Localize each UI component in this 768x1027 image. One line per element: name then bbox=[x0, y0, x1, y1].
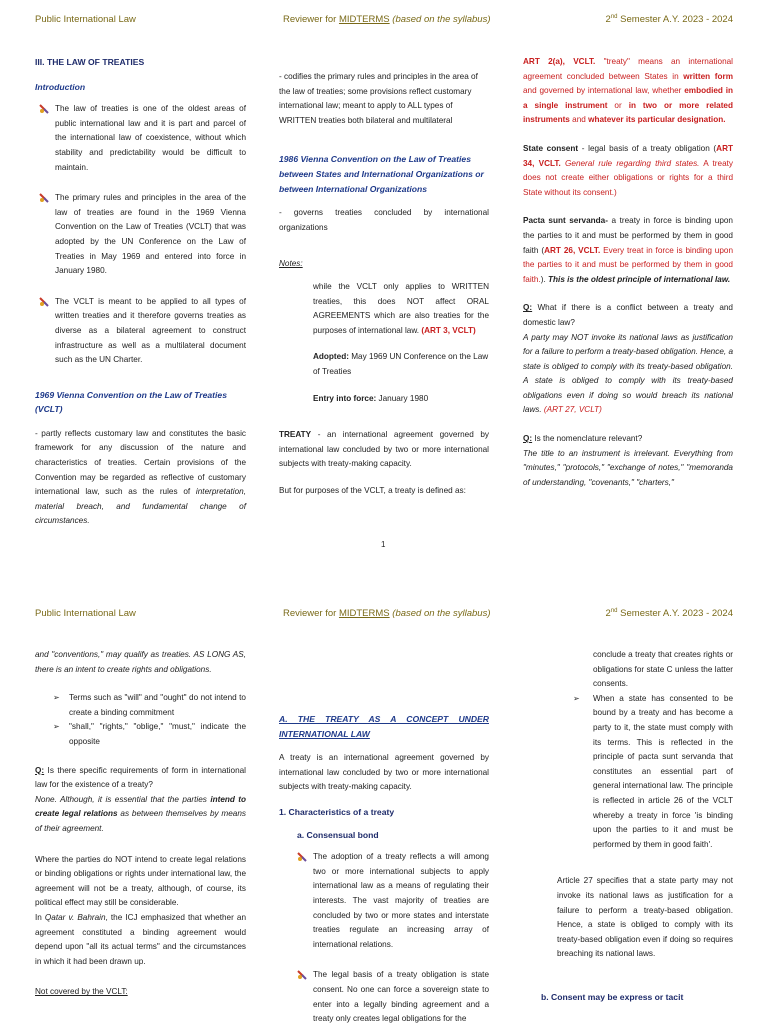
header-reviewer: Reviewer for MIDTERMS (based on the syllabus) bbox=[283, 608, 491, 619]
notes-label: Notes: bbox=[279, 259, 303, 269]
entry-into-force-line: Entry into force: January 1980 bbox=[313, 393, 429, 403]
page1-column-3 bbox=[523, 55, 733, 490]
intent-paragraph: Where the parties do NOT intend to create legal relations or binding obligations or rights under international law, the agreement will not be a treaty, although, of course, its political effect may still be considerable. bbox=[35, 854, 246, 908]
question-conflict: Q: What if there is a conflict between a treaty and domestic law? bbox=[523, 303, 733, 327]
qatar-bahrain-paragraph: In Qatar v. Bahrain, the ICJ emphasized that whether an agreement constituted a binding agreement would depend upon "all its actual terms" and the circumstances in which it had been drawn up. bbox=[35, 912, 246, 966]
header-course: Public International Law bbox=[35, 608, 136, 619]
header-semester: 2nd Semester A.Y. 2023 - 2024 bbox=[605, 608, 733, 620]
vclt-heading: 1969 Vienna Convention on the Law of Treaties (VCLT) bbox=[35, 389, 227, 415]
convention-1986-heading: 1986 Vienna Convention on the Law of Treaties between States and International Organizations or between International Organizations bbox=[279, 154, 484, 194]
document-page-2 bbox=[0, 604, 768, 1024]
vclt-definition-intro: But for purposes of the VCLT, a treaty is defined as: bbox=[279, 485, 466, 495]
arrow-bullet-icon: ➢ bbox=[573, 693, 580, 703]
page-number: 1 bbox=[381, 540, 386, 549]
consent-heading: b. Consent may be express or tacit bbox=[541, 991, 684, 1002]
treaty-definition: A treaty is an international agreement governed by international law concluded by two or more international subjects with treaty-making capacity. bbox=[279, 753, 489, 792]
list-item: ➢ "shall," "rights," "oblige," "must," indicate the opposite bbox=[53, 722, 246, 746]
pin-bullet-icon bbox=[39, 193, 49, 209]
list-item: The VCLT is meant to be applied to all types of written treaties and it therefore governs treaties as diverse as a bilateral agreement to construct infrastructure as well as a multilateral document such as the UN Charter. bbox=[35, 295, 246, 368]
question-form: Q: Is there specific requirements of form in international law for the existence of a treaty? bbox=[35, 765, 246, 790]
answer-nomenclature: The title to an instrument is irrelevant. Everything from "minutes," "protocols," "exchange of notes," "memoranda of understanding, "covenants," "charters," bbox=[523, 448, 733, 487]
page-header bbox=[0, 14, 768, 30]
list-item: The adoption of a treaty reflects a will among two or more international subjects to apply international law as a means of regulating their interests. The vast majority of treaties are concluded by two or more states and interstate treaties regulate an increasing array of international relations. bbox=[293, 850, 489, 952]
page-header bbox=[0, 608, 768, 624]
pin-bullet-icon bbox=[39, 297, 49, 313]
page1-column-2 bbox=[279, 70, 489, 498]
page-gap bbox=[0, 558, 768, 604]
list-item: The primary rules and principles in the area of the law of treaties are found in the 1969 Vienna Convention on the Law of Treaties (VCLT) that was adopted by the UN Conference on the Law of Treaties in May 1969 and entered into force in January 1980. bbox=[35, 191, 246, 279]
page2-column-2 bbox=[279, 712, 489, 1027]
question-nomenclature: Q: Is the nomenclature relevant? bbox=[523, 434, 643, 444]
treaty-definition: TREATY - an international agreement governed by international law concluded by two or more international subjects with treaty-making capacity. bbox=[279, 430, 489, 469]
vclt-paragraph: - partly reflects customary law and constitutes the basic framework for any discussion of the nature and characteristics of treaties. Certain provisions of the Convention may be regarded as reflective of customary international law, such as the rules of interpretation, material breach, and fundamental change of circumstances. bbox=[35, 428, 246, 526]
list-item: ➢ When a state has consented to be bound by a treaty and has become a party to it, the state must comply with its terms. This is reflected in the principle of pacta sunt servanda that constitutes an essential part of general international law. The principle is reflected in article 26 of the VCLT whereby a treaty in force 'is binding upon the parties to it and must be performed by them in good faith'. bbox=[573, 693, 733, 849]
nomenclature-continuation: and "conventions," may qualify as treaties. AS LONG AS, there is an intent to create rights and obligations. bbox=[35, 650, 246, 674]
pin-bullet-icon bbox=[297, 970, 307, 986]
arrow-bullet-icon: ➢ bbox=[53, 722, 60, 732]
list-item: The legal basis of a treaty obligation is state consent. No one can force a sovereign state to enter into a legally binding agreement and a treaty only creates legal obligations for the bbox=[293, 968, 489, 1026]
state-consent-paragraph: State consent - legal basis of a treaty obligation (ART 34, VCLT. General rule regarding third states. A treaty does not create either obligations or rights for a third State without its consent.) bbox=[523, 143, 734, 197]
pacta-sunt-servanda-paragraph: Pacta sunt servanda- a treaty in force is binding upon the parties to it and must be performed by them in good faith (ART 26, VCLT. Every treat in force is binding upon the parties to it and must be performed by them in good faith.). This is the oldest principle of international law. bbox=[523, 216, 733, 284]
third-state-continuation: conclude a treaty that creates rights or obligations for state C unless the latter consents. bbox=[593, 650, 733, 689]
header-semester: 2nd Semester A.Y. 2023 - 2024 bbox=[605, 14, 733, 26]
treaty-concept-heading: A. THE TREATY AS A CONCEPT UNDER INTERNATIONAL LAW bbox=[279, 714, 489, 739]
convention-1986-paragraph: - governs treaties concluded by international organizations bbox=[279, 208, 489, 232]
note-paragraph: while the VCLT only applies to WRITTEN treaties, this does NOT affect ORAL AGREEMENTS which are also treaties for the purposes of international law. (ART 3, VCLT) bbox=[313, 281, 489, 335]
pin-bullet-icon bbox=[39, 104, 49, 120]
vclt-codifies-paragraph: - codifies the primary rules and principles in the area of the law of treaties; some provisions reflect customary international law; meant to apply to ALL types of WRITTEN treaties both bilateral and multilateral bbox=[279, 72, 478, 125]
adopted-line: Adopted: May 1969 UN Conference on the Law of Treaties bbox=[313, 352, 489, 376]
list-item: ➢ Terms such as "will" and "ought" do not intend to create a binding commitment bbox=[53, 693, 246, 717]
page2-column-3 bbox=[523, 648, 733, 1004]
art2-paragraph: ART 2(a), VCLT. "treaty" means an international agreement concluded between States in written form and governed by international law, whether embodied in a single instrument or in two or more related instruments and whatever its particular designation. bbox=[523, 57, 733, 125]
answer-conflict: A party may NOT invoke its national laws as justification for a failure to perform a treaty-based obligation. Hence, a state is obliged to comply with its treaty-based obligation. A state is obliged to comply with its treaty-based obligations even if doing so would breach its national laws. (ART 27, VCLT) bbox=[523, 332, 733, 415]
page1-column-1 bbox=[35, 55, 246, 529]
page2-column-1 bbox=[35, 648, 246, 1000]
section-title: III. THE LAW OF TREATIES bbox=[35, 57, 145, 67]
header-course: Public International Law bbox=[35, 14, 136, 25]
answer-form: None. Although, it is essential that the parties intend to create legal relations as between themselves by means of their agreement. bbox=[35, 794, 247, 833]
intro-heading: Introduction bbox=[35, 81, 86, 92]
article-27-paragraph: Article 27 specifies that a state party may not invoke its national laws as justification for a failure to perform a treaty-based obligation. Hence, a state is obliged to comply with its treaty-based obligation even if doing so requires breaching its national laws. bbox=[557, 876, 733, 959]
arrow-bullet-icon: ➢ bbox=[53, 693, 60, 703]
characteristics-heading: 1. Characteristics of a treaty bbox=[279, 806, 395, 817]
header-reviewer: Reviewer for MIDTERMS (based on the syllabus) bbox=[283, 14, 491, 25]
pin-bullet-icon bbox=[297, 852, 307, 868]
consensual-bond-heading: a. Consensual bond bbox=[297, 829, 379, 840]
not-covered-label: Not covered by the VCLT: bbox=[35, 987, 128, 997]
list-item: The law of treaties is one of the oldest areas of public international law and it is part and parcel of the international law of coexistence, without which stability and predictability would be difficult to maintain. bbox=[35, 102, 246, 175]
